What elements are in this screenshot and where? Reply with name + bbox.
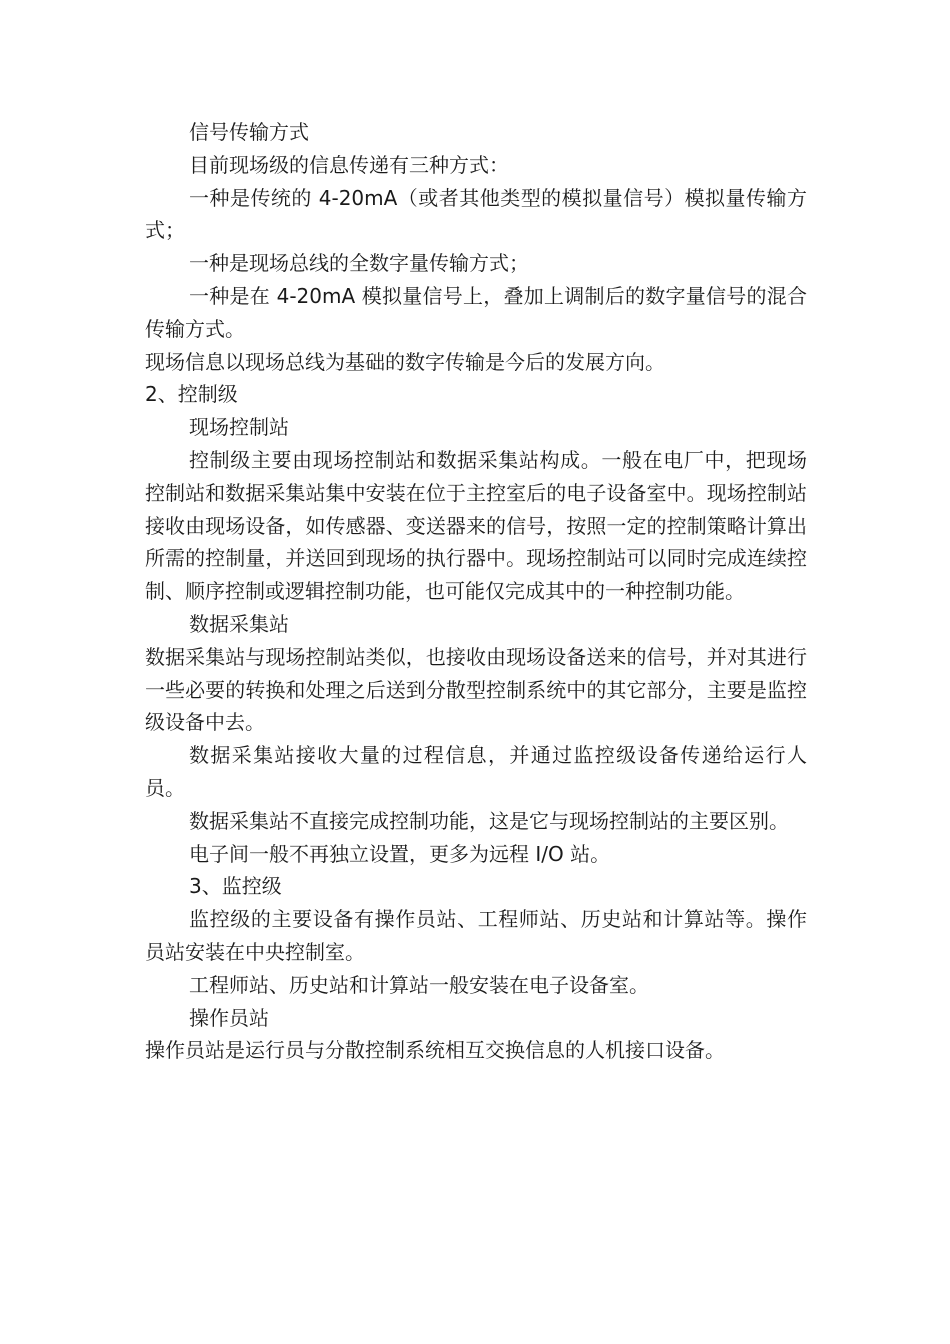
paragraph-1: 信号传输方式 [189, 120, 309, 144]
subheading-field-control-station: 现场控制站 [189, 415, 289, 440]
paragraph-2: 目前现场级的信息传递有三种方式： [189, 152, 509, 177]
paragraph-control-level: 控制级主要由现场控制站和数据采集站构成。一般在电厂中，把现场控制站和数据采集站集中安装在位于主控室后的电子设备室中。现场控制站接收由现场设备，如传感器、变送器来的信号，按照一定的控制策略计算出所需的控制量，并送回到现场的执行器中。现场控制站可以同时完成连续控制、顺序控制或逻辑控制功能，也可能仅完成其中的一种控制功能。 [145, 447, 807, 604]
paragraph-supervisory-1: 监控级的主要设备有操作员站、工程师站、历史站和计算站等。操作员站安装在中央控制室。 [145, 907, 807, 964]
paragraph-data-acquisition-3: 数据采集站不直接完成控制功能，这是它与现场控制站的主要区别。 [189, 808, 789, 833]
paragraph-3: 一种是传统的 4-20mA（或者其他类型的模拟量信号）模拟量传输方式； [145, 185, 807, 243]
subheading-data-acquisition-station: 数据采集站 [189, 611, 289, 636]
paragraph-electronics-room: 电子间一般不再独立设置，更多为远程 I/O 站。 [189, 841, 611, 866]
section-heading-control-level: 2、控制级 [145, 382, 238, 407]
paragraph-supervisory-2: 工程师站、历史站和计算站一般安装在电子设备室。 [189, 972, 649, 997]
subheading-operator-station: 操作员站 [189, 1005, 269, 1030]
paragraph-4: 一种是现场总线的全数字量传输方式； [189, 251, 529, 276]
paragraph-operator-station: 操作员站是运行员与分散控制系统相互交换信息的人机接口设备。 [145, 1038, 725, 1063]
paragraph-5: 一种是在 4-20mA 模拟量信号上，叠加上调制后的数字量信号的混合传输方式。 [145, 283, 807, 341]
paragraph-data-acquisition-2: 数据采集站接收大量的过程信息，并通过监控级设备传递给运行人员。 [145, 743, 807, 800]
section-heading-supervisory-level: 3、监控级 [189, 874, 282, 899]
paragraph-6: 现场信息以现场总线为基础的数字传输是今后的发展方向。 [145, 349, 665, 374]
document-body [145, 116, 807, 1067]
paragraph-data-acquisition-1: 数据采集站与现场控制站类似，也接收由现场设备送来的信号，并对其进行一些必要的转换和处理之后送到分散型控制系统中的其它部分，主要是监控级设备中去。 [145, 644, 807, 735]
